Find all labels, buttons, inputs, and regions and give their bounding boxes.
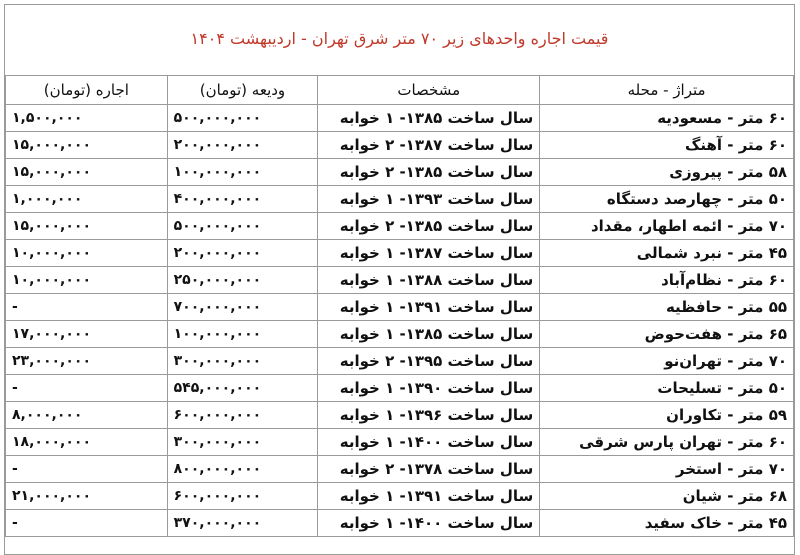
cell-location: ۵۰ متر - تسلیحات — [540, 375, 794, 402]
cell-deposit: ۷۰۰,۰۰۰,۰۰۰ — [167, 294, 318, 321]
cell-rent: - — [6, 456, 168, 483]
table-row — [6, 483, 794, 510]
cell-specs: سال ساخت ۱۳۸۷- ۲ خوابه — [318, 132, 540, 159]
cell-rent: ۲۳,۰۰۰,۰۰۰ — [6, 348, 168, 375]
cell-location: ۵۵ متر - حافظیه — [540, 294, 794, 321]
cell-rent: ۱۰,۰۰۰,۰۰۰ — [6, 267, 168, 294]
price-table-sheet — [4, 4, 795, 555]
table-row — [6, 132, 794, 159]
cell-deposit: ۱۰۰,۰۰۰,۰۰۰ — [167, 159, 318, 186]
cell-rent: ۱۵,۰۰۰,۰۰۰ — [6, 132, 168, 159]
cell-rent: ۱۸,۰۰۰,۰۰۰ — [6, 429, 168, 456]
table-row — [6, 213, 794, 240]
cell-rent: ۲۱,۰۰۰,۰۰۰ — [6, 483, 168, 510]
cell-deposit: ۳۰۰,۰۰۰,۰۰۰ — [167, 429, 318, 456]
table-row — [6, 321, 794, 348]
cell-location: ۶۰ متر - تهران پارس شرقی — [540, 429, 794, 456]
cell-deposit: ۵۴۵,۰۰۰,۰۰۰ — [167, 375, 318, 402]
cell-deposit: ۱۰۰,۰۰۰,۰۰۰ — [167, 321, 318, 348]
cell-location: ۷۰ متر - ائمه اطهار، مقداد — [540, 213, 794, 240]
cell-rent: ۱۰,۰۰۰,۰۰۰ — [6, 240, 168, 267]
table-title: قیمت اجاره واحدهای زیر ۷۰ متر شرق تهران - اردیبهشت ۱۴۰۴ — [190, 29, 609, 48]
cell-rent: - — [6, 294, 168, 321]
table-row — [6, 105, 794, 132]
cell-specs: سال ساخت ۱۴۰۰- ۱ خوابه — [318, 429, 540, 456]
table-row — [6, 429, 794, 456]
table-row — [6, 267, 794, 294]
header-rent: اجاره (تومان) — [6, 76, 168, 105]
cell-deposit: ۶۰۰,۰۰۰,۰۰۰ — [167, 402, 318, 429]
cell-location: ۶۵ متر - هفت‌حوض — [540, 321, 794, 348]
cell-location: ۵۰ متر - چهارصد دستگاه — [540, 186, 794, 213]
cell-deposit: ۴۰۰,۰۰۰,۰۰۰ — [167, 186, 318, 213]
table-body — [6, 105, 794, 537]
header-row — [6, 76, 794, 105]
cell-deposit: ۲۵۰,۰۰۰,۰۰۰ — [167, 267, 318, 294]
cell-location: ۶۸ متر - شیان — [540, 483, 794, 510]
cell-location: ۴۵ متر - نبرد شمالی — [540, 240, 794, 267]
cell-location: ۵۸ متر - پیروزی — [540, 159, 794, 186]
cell-location: ۷۰ متر - تهران‌نو — [540, 348, 794, 375]
table-row — [6, 402, 794, 429]
cell-specs: سال ساخت ۱۳۹۵- ۲ خوابه — [318, 348, 540, 375]
cell-specs: سال ساخت ۱۳۷۸- ۲ خوابه — [318, 456, 540, 483]
cell-specs: سال ساخت ۱۳۸۵- ۱ خوابه — [318, 105, 540, 132]
table-row — [6, 240, 794, 267]
cell-specs: سال ساخت ۱۳۹۱- ۱ خوابه — [318, 483, 540, 510]
table-row — [6, 348, 794, 375]
cell-deposit: ۲۰۰,۰۰۰,۰۰۰ — [167, 132, 318, 159]
header-deposit: ودیعه (تومان) — [167, 76, 318, 105]
cell-deposit: ۵۰۰,۰۰۰,۰۰۰ — [167, 213, 318, 240]
table-row — [6, 456, 794, 483]
cell-rent: ۱,۰۰۰,۰۰۰ — [6, 186, 168, 213]
header-location: متراژ - محله — [540, 76, 794, 105]
cell-rent: ۸,۰۰۰,۰۰۰ — [6, 402, 168, 429]
table-row — [6, 510, 794, 537]
cell-rent: ۱,۵۰۰,۰۰۰ — [6, 105, 168, 132]
cell-rent: - — [6, 510, 168, 537]
cell-specs: سال ساخت ۱۳۹۱- ۱ خوابه — [318, 294, 540, 321]
cell-deposit: ۲۰۰,۰۰۰,۰۰۰ — [167, 240, 318, 267]
cell-rent: ۱۷,۰۰۰,۰۰۰ — [6, 321, 168, 348]
cell-deposit: ۸۰۰,۰۰۰,۰۰۰ — [167, 456, 318, 483]
cell-rent: ۱۵,۰۰۰,۰۰۰ — [6, 213, 168, 240]
cell-deposit: ۳۰۰,۰۰۰,۰۰۰ — [167, 348, 318, 375]
table-row — [6, 375, 794, 402]
cell-specs: سال ساخت ۱۴۰۰- ۱ خوابه — [318, 510, 540, 537]
table-row — [6, 294, 794, 321]
cell-rent: ۱۵,۰۰۰,۰۰۰ — [6, 159, 168, 186]
cell-location: ۵۹ متر - تکاوران — [540, 402, 794, 429]
table-row — [6, 186, 794, 213]
cell-location: ۶۰ متر - مسعودیه — [540, 105, 794, 132]
cell-location: ۴۵ متر - خاک سفید — [540, 510, 794, 537]
cell-specs: سال ساخت ۱۳۸۵- ۲ خوابه — [318, 159, 540, 186]
title-row — [5, 5, 794, 76]
cell-specs: سال ساخت ۱۳۸۷- ۱ خوابه — [318, 240, 540, 267]
cell-specs: سال ساخت ۱۳۹۰- ۱ خوابه — [318, 375, 540, 402]
cell-deposit: ۶۰۰,۰۰۰,۰۰۰ — [167, 483, 318, 510]
cell-rent: - — [6, 375, 168, 402]
cell-location: ۶۰ متر - نظام‌آباد — [540, 267, 794, 294]
rent-price-table — [5, 75, 794, 537]
cell-deposit: ۳۷۰,۰۰۰,۰۰۰ — [167, 510, 318, 537]
cell-deposit: ۵۰۰,۰۰۰,۰۰۰ — [167, 105, 318, 132]
cell-location: ۶۰ متر - آهنگ — [540, 132, 794, 159]
table-row — [6, 159, 794, 186]
cell-specs: سال ساخت ۱۳۸۸- ۱ خوابه — [318, 267, 540, 294]
cell-specs: سال ساخت ۱۳۸۵- ۱ خوابه — [318, 321, 540, 348]
header-specs: مشخصات — [318, 76, 540, 105]
cell-location: ۷۰ متر - استخر — [540, 456, 794, 483]
cell-specs: سال ساخت ۱۳۹۳- ۱ خوابه — [318, 186, 540, 213]
cell-specs: سال ساخت ۱۳۸۵- ۲ خوابه — [318, 213, 540, 240]
cell-specs: سال ساخت ۱۳۹۶- ۱ خوابه — [318, 402, 540, 429]
